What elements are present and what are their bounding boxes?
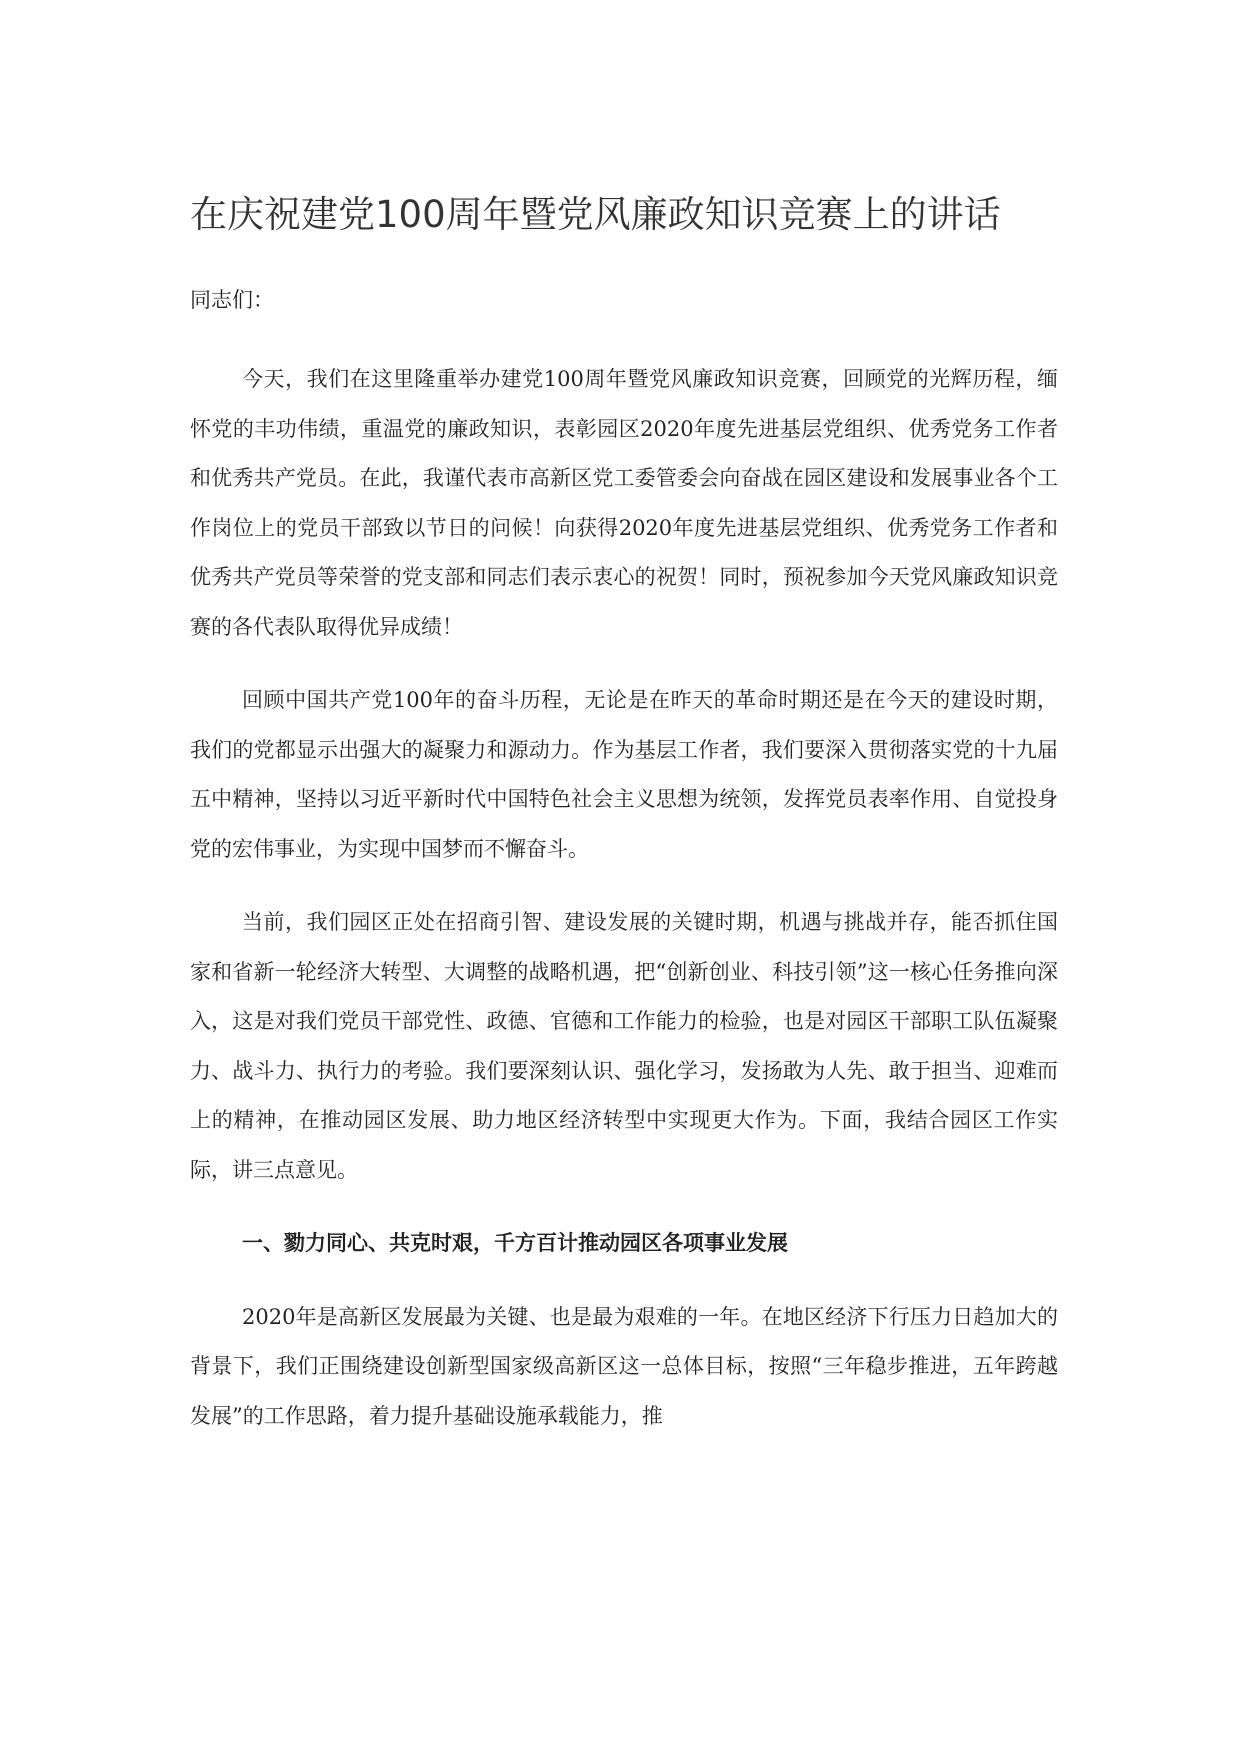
paragraph-section-1: 2020年是高新区发展最为关键、也是最为艰难的一年。在地区经济下行压力日趋加大的背景下，我们正围绕建设创新型国家级高新区这一总体目标，按照“三年稳步推进，五年跨越发展”的工作思路，着力提升基础设施承载能力，推 [190,1304,1058,1428]
salutation: 同志们： [190,288,274,312]
document-title: 在庆祝建党100周年暨党风廉政知识竞赛上的讲话 [190,193,1001,236]
section-heading-1: 一、勠力同心、共克时艰，千方百计推动园区各项事业发展 [242,1231,788,1255]
paragraph-current: 当前，我们园区正处在招商引智、建设发展的关键时期，机遇与挑战并存，能否抓住国家和省新一轮经济大转型、大调整的战略机遇，把“创新创业、科技引领”这一核心任务推向深入，这是对我们党员干部党性、政德、官德和工作能力的检验，也是对园区干部职工队伍凝聚力、战斗力、执行力的考验。我们要深刻认识、强化学习，发扬敢为人先、敢于担当、迎难而上的精神，在推动园区发展、助力地区经济转型中实现更大作为。下面，我结合园区工作实际，讲三点意见。 [190,910,1058,1182]
paragraph-history: 回顾中国共产党100年的奋斗历程，无论是在昨天的革命时期还是在今天的建设时期，我们的党都显示出强大的凝聚力和源动力。作为基层工作者，我们要深入贯彻落实党的十九届五中精神，坚持以习近平新时代中国特色社会主义思想为统领，发挥党员表率作用、自觉投身党的宏伟事业，为实现中国梦而不懈奋斗。 [190,688,1058,861]
document-body [190,355,1058,1465]
paragraph-opening: 今天，我们在这里隆重举办建党100周年暨党风廉政知识竞赛，回顾党的光辉历程，缅怀党的丰功伟绩，重温党的廉政知识，表彰园区2020年度先进基层党组织、优秀党务工作者和优秀共产党员。在此，我谨代表市高新区党工委管委会向奋战在园区建设和发展事业各个工作岗位上的党员干部致以节日的问候！向获得2020年度先进基层党组织、优秀党务工作者和优秀共产党员等荣誉的党支部和同志们表示衷心的祝贺！同时，预祝参加今天党风廉政知识竞赛的各代表队取得优异成绩！ [190,367,1058,639]
